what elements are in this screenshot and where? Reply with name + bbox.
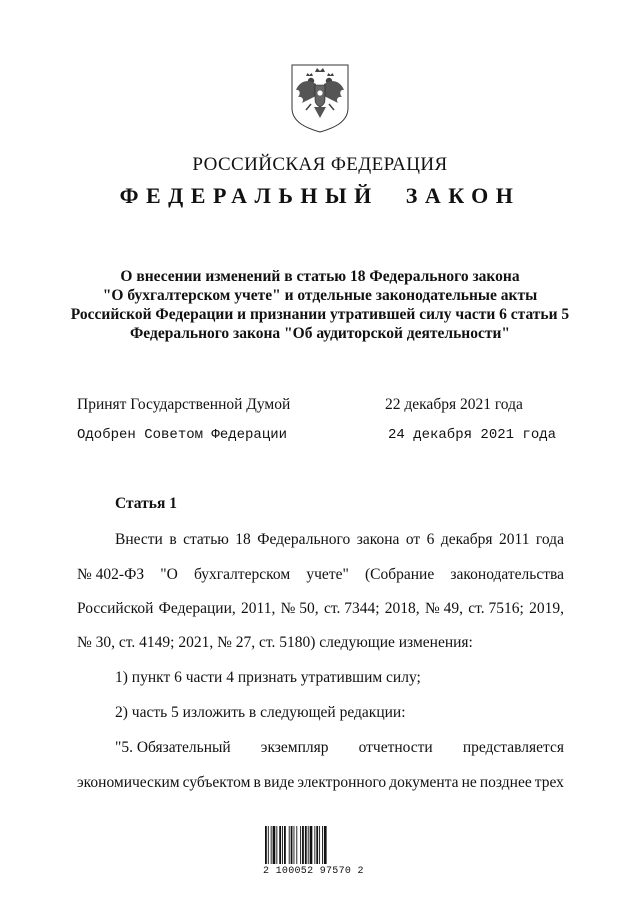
law-title-line: "О бухгалтерском учете" и отдельные законодательные акты xyxy=(102,287,538,304)
paragraph-line: "5. Обязательный экземпляр отчетности представляется xyxy=(115,739,564,756)
article-heading: Статья 1 xyxy=(115,495,177,512)
law-title xyxy=(60,267,580,343)
list-item: 1) пункт 6 части 4 признать утратившим силу; xyxy=(115,669,421,686)
paragraph-line: № 30, ст. 4149; 2021, № 27, ст. 5180) следующие изменения: xyxy=(77,634,473,651)
country-name: РОССИЙСКАЯ ФЕДЕРАЦИЯ xyxy=(192,154,448,175)
approved-by-council-date: 24 декабря 2021 года xyxy=(388,427,557,443)
paragraph-line: экономическим субъектом в виде электронного документа не позднее трех xyxy=(77,774,564,791)
paragraph-line: Внести в статью 18 Федерального закона от 6 декабря 2011 года xyxy=(115,531,564,548)
law-title-line: Российской Федерации и признании утратившей силу части 6 статьи 5 xyxy=(70,306,570,323)
paragraph-line: № 402-ФЗ "О бухгалтерском учете" (Собрание законодательства xyxy=(77,566,564,583)
law-title-line: О внесении изменений в статью 18 Федерального закона xyxy=(120,268,520,285)
adopted-by-duma-date: 22 декабря 2021 года xyxy=(385,396,523,413)
document-type: ФЕДЕРАЛЬНЫЙ ЗАКОН xyxy=(119,183,521,208)
adopted-by-duma-label: Принят Государственной Думой xyxy=(77,396,291,413)
coat-of-arms-emblem xyxy=(289,62,351,134)
approved-by-council-label: Одобрен Советом Федерации xyxy=(77,427,288,443)
paragraph-line: Российской Федерации, 2011, № 50, ст. 7344; 2018, № 49, ст. 7516; 2019, xyxy=(77,600,564,617)
barcode-digits: 2 100052 97570 2 xyxy=(263,866,364,877)
law-title-line: Федерального закона "Об аудиторской деятельности" xyxy=(129,325,510,342)
list-item: 2) часть 5 изложить в следующей редакции: xyxy=(115,704,406,721)
